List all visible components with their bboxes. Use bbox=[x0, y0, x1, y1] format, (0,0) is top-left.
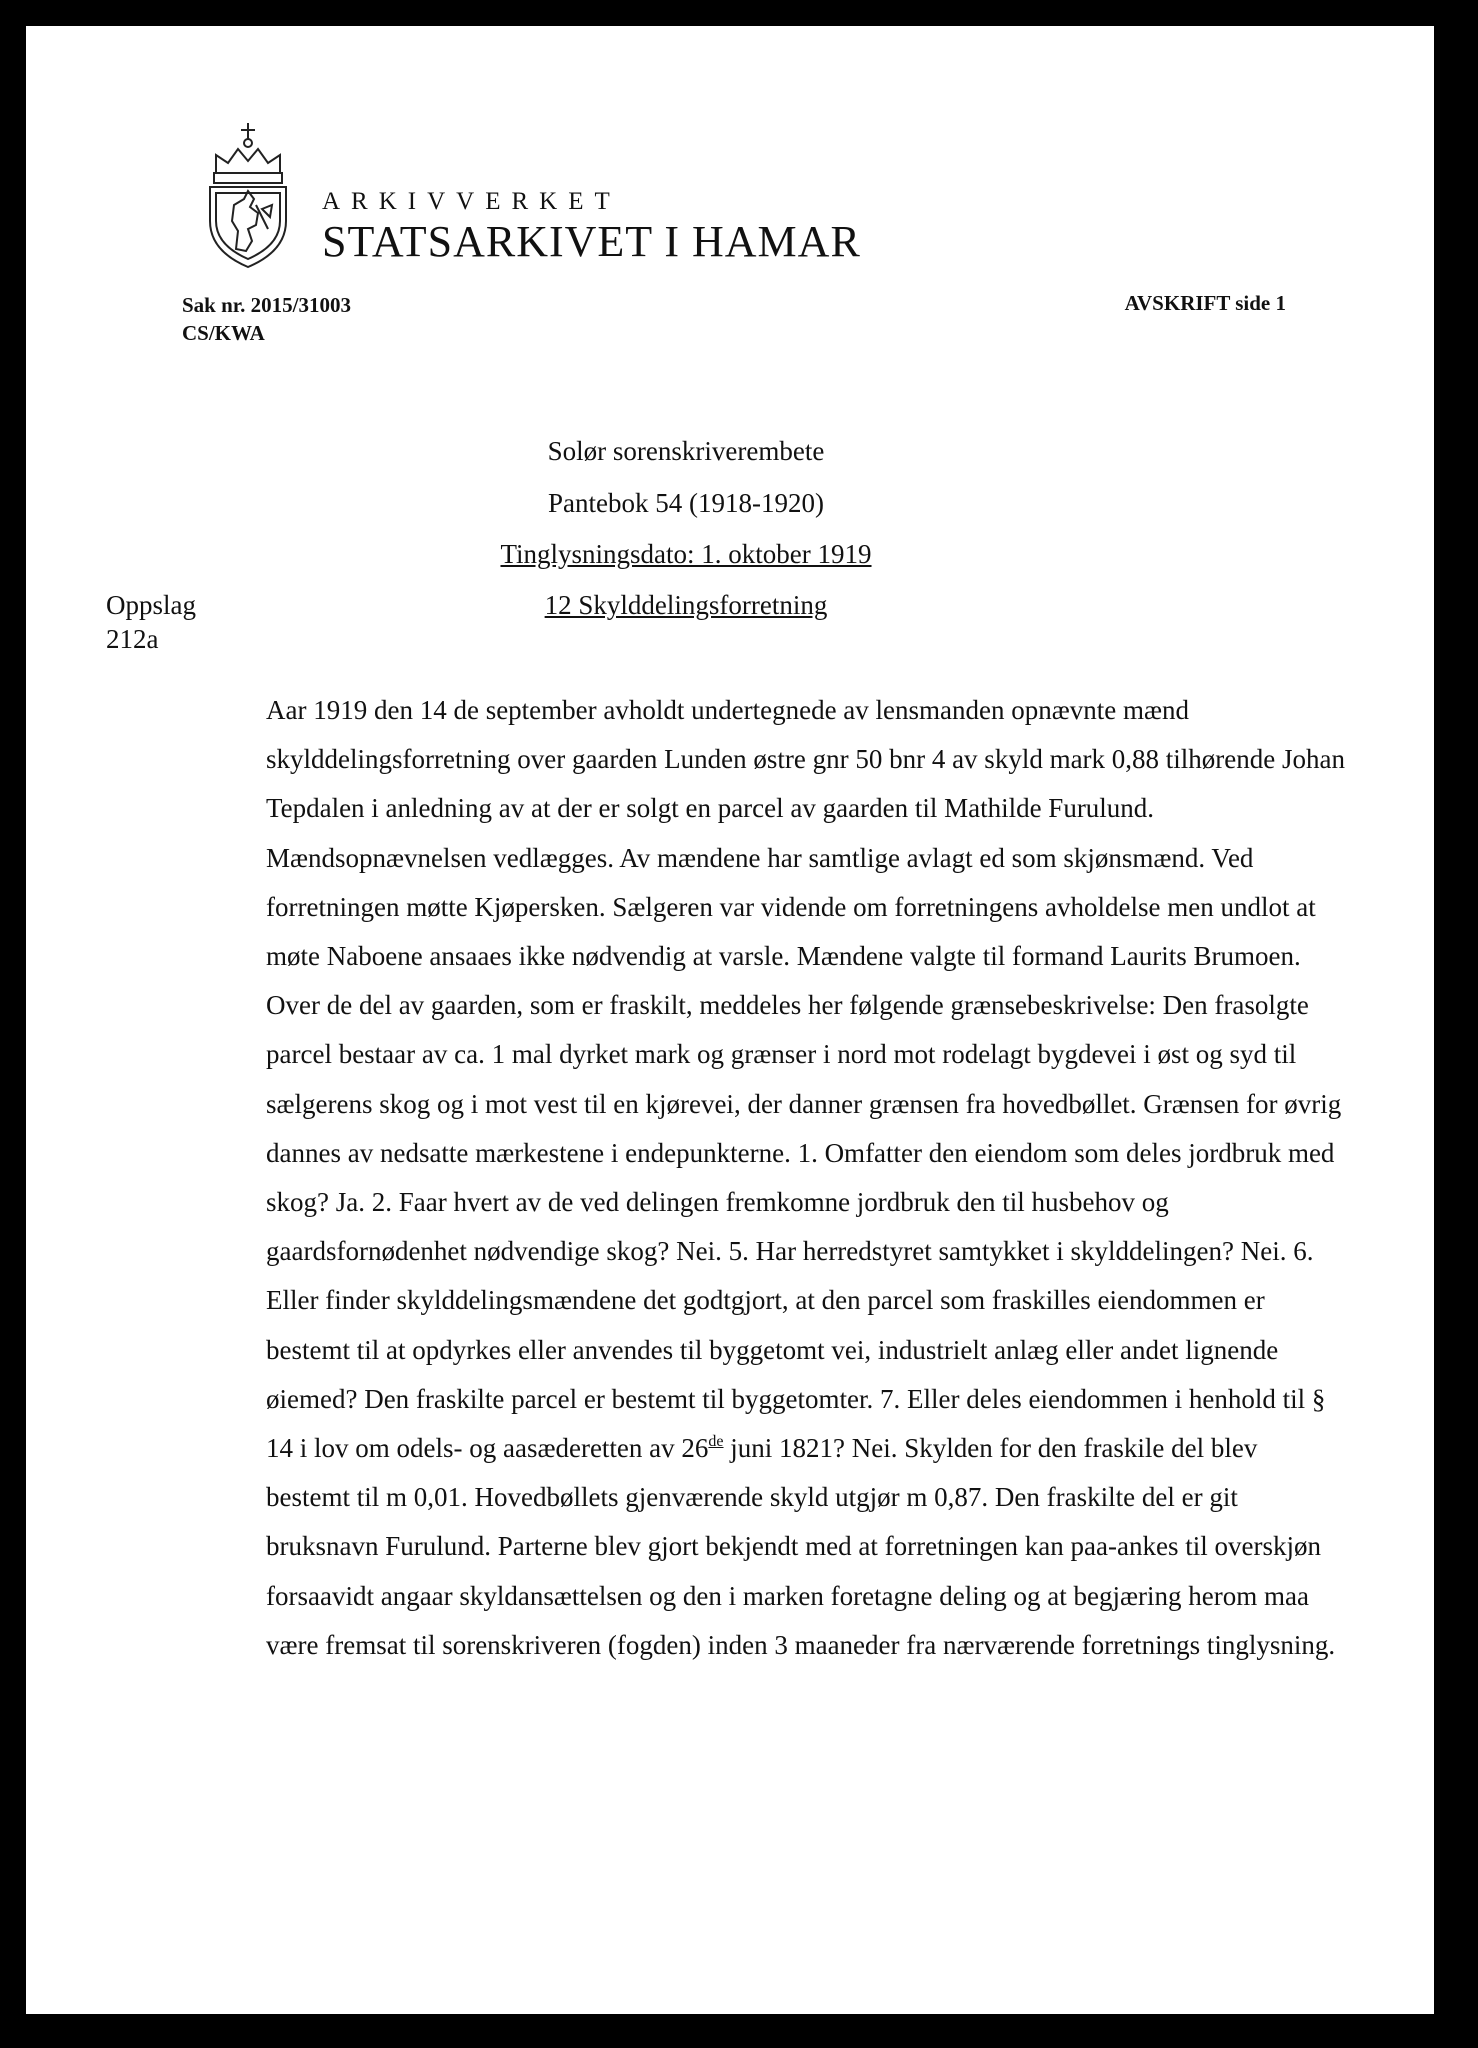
coat-of-arms-icon bbox=[198, 121, 298, 271]
body-text bbox=[266, 686, 1346, 1670]
signature-code: CS/KWA bbox=[182, 321, 265, 345]
title-line-2: Pantebok 54 (1918-1920) bbox=[548, 488, 824, 518]
institution-main: STATSARKIVET I HAMAR bbox=[322, 217, 861, 266]
document-page bbox=[20, 20, 1440, 2020]
page-label: AVSKRIFT side 1 bbox=[1124, 291, 1286, 315]
case-number: Sak nr. 2015/31003 bbox=[182, 293, 352, 317]
title-line-4: 12 Skylddelingsforretning bbox=[544, 590, 828, 620]
margin-note-line-2: 212a bbox=[106, 624, 159, 654]
body-part-2: juni 1821? Nei. Skylden for den fraskile del blev bestemt til m 0,01. Hovedbøllets gjenværende skyld utgjør m 0,87. Den fraskilte del er git bruksnavn Furulund. Parterne blev gjort bekjendt med at forretningen kan paa-ankes til overskjøn forsaavidt angaar skyldansættelsen og den i marken foretagne deling og at begjæring herom maa være fremsat til sorenskriveren (fogden) inden 3 maaneder fra nærværende forretnings tinglysning. bbox=[266, 1433, 1336, 1660]
body-part-1: Aar 1919 den 14 de september avholdt undertegnede av lensmanden opnævnte mænd skylddelingsforretning over gaarden Lunden østre gnr 50 bnr 4 av skyld mark 0,88 tilhørende Johan Tepdalen i anledning av at der er solgt en parcel av gaarden til Mathilde Furulund. Mændsopnævnelsen vedlægges. Av mændene har samtlige avlagt ed som skjønsmænd. Ved forretningen møtte Kjøpersken. Sælgeren var vidende om forretningens avholdelse men undlot at møte Naboene ansaaes ikke nødvendig at varsle. Mændene valgte til formand Laurits Brumoen. Over de del av gaarden, som er fraskilt, meddeles her følgende grænsebeskrivelse: Den frasolgte parcel bestaar av ca. 1 mal dyrket mark og grænser i nord mot rodelagt bygdevei i øst og syd til sælgerens skog og i mot vest til en kjørevei, der danner grænsen fra hovedbøllet. Grænsen for øvrig dannes av nedsatte mærkestene i endepunkterne. 1. Omfatter den eiendom som deles jordbruk med skog? Ja. 2. Faar hvert av de ved delingen fremkomne jordbruk den til husbehov og gaardsfornødenhet nødvendige skog? Nei. 5. Har herredstyret samtykket i skylddelingen? Nei. 6. Eller finder skylddelingsmændene det godtgjort, at den parcel som fraskilles eiendommen er bestemt til at opdyrkes eller anvendes til byggetomt vei, industrielt anlæg eller andet lignende øiemed? Den fraskilte parcel er bestemt til byggetomter. 7. Eller deles eiendommen i henhold til § 14 i lov om odels- og aasæderetten av 26 bbox=[266, 695, 1345, 1464]
institution-top: ARKIVVERKET bbox=[322, 188, 621, 215]
case-info bbox=[182, 291, 351, 347]
margin-note-line-1: Oppslag bbox=[106, 590, 196, 620]
title-line-3: Tinglysningsdato: 1. oktober 1919 bbox=[500, 539, 872, 569]
body-superscript: de bbox=[708, 1433, 724, 1451]
margin-note bbox=[106, 588, 196, 656]
title-line-1: Solør sorenskriverembete bbox=[547, 436, 825, 466]
